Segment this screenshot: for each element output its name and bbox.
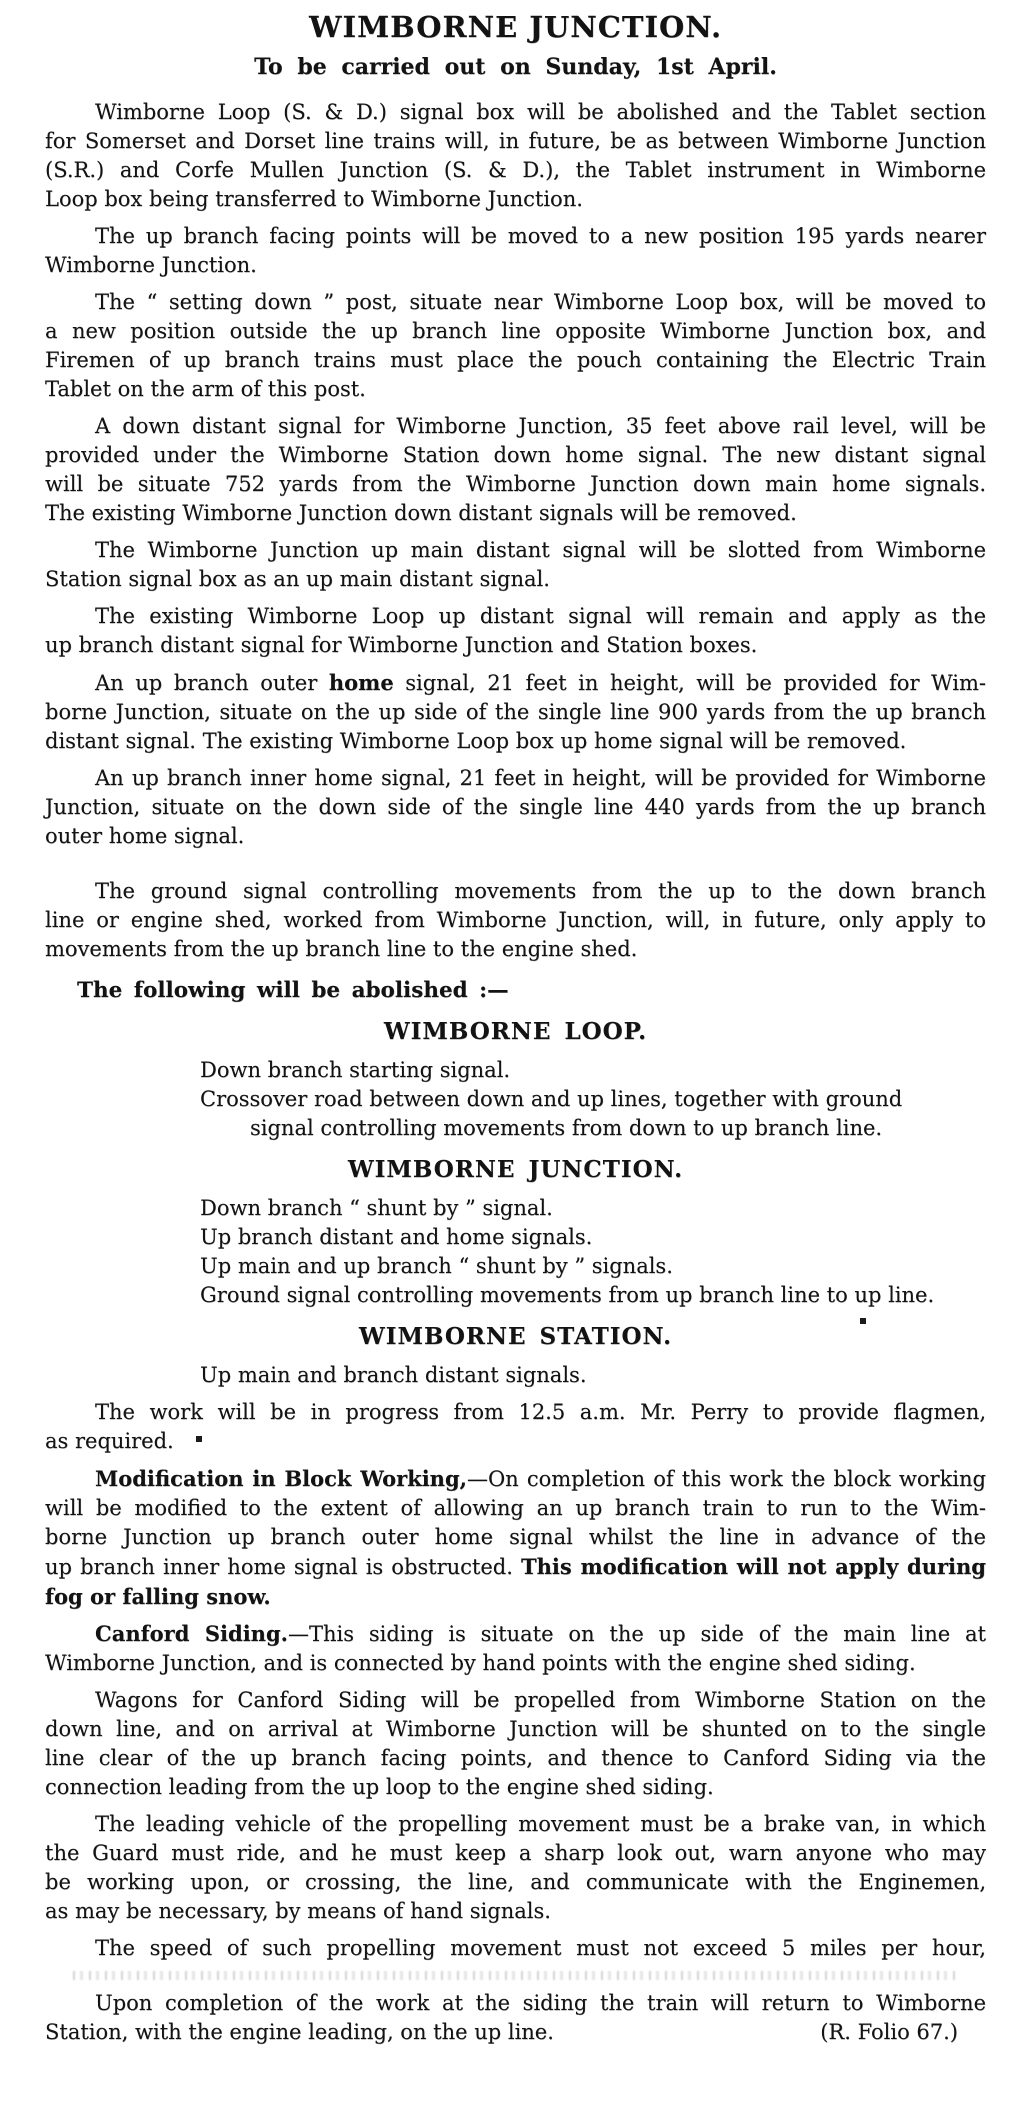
list-item: Down branch “ shunt by ” signal. <box>200 1196 553 1220</box>
text-line: Junction, situate on the down side of the single line 440 yards from the up branch <box>45 795 986 819</box>
text-line: the Guard must ride, and he must keep a sharp look out, warn anyone who may <box>45 1841 986 1865</box>
text-line: The “ setting down ” post, situate near Wimborne Loop box, will be moved to <box>95 290 986 314</box>
text-line: Station signal box as an up main distant signal. <box>45 567 550 591</box>
text-segment-bold: home <box>328 670 394 695</box>
text-line: line clear of the up branch facing points, and thence to Canford Siding via the <box>45 1746 986 1770</box>
paragraph-inner-home-signal <box>45 764 986 851</box>
text-line: borne Junction, situate on the up side of the single line 900 yards from the up branch <box>45 700 986 724</box>
text-line: borne Junction up branch outer home signal whilst the line in advance of the <box>45 1525 986 1549</box>
abolish-intro-line: The following will be abolished :— <box>77 978 509 1003</box>
text-segment: —On completion of this work the block working <box>466 1467 986 1491</box>
abolished-list-wimborne-station <box>45 1361 986 1390</box>
paragraph-up-main-distant <box>45 536 986 594</box>
text-segment-bold: Canford Siding. <box>95 1621 288 1646</box>
text-line: be working upon, or crossing, the line, and communicate with the Enginemen, <box>45 1870 986 1894</box>
text-line: line or engine shed, worked from Wimborne Junction, will, in future, only apply to <box>45 908 986 932</box>
text-line: A down distant signal for Wimborne Junction, 35 feet above rail level, will be <box>95 414 986 438</box>
text-line: a new position outside the up branch line opposite Wimborne Junction box, and <box>45 319 986 343</box>
text-segment: signal, 21 feet in height, will be provided for Wim- <box>393 671 986 695</box>
abolished-list-wimborne-loop <box>45 1056 986 1143</box>
text-line: Tablet on the arm of this post. <box>45 377 366 401</box>
text-line: Wimborne Junction, and is connected by hand points with the engine shed siding. <box>45 1651 916 1675</box>
text-line: The ground signal controlling movements from the up to the down branch <box>95 879 986 903</box>
text-segment: Station, with the engine leading, on the up line. <box>45 2020 554 2044</box>
text-line: Wimborne Junction. <box>45 253 257 277</box>
ink-speck <box>860 1318 866 1324</box>
folio-reference: (R. Folio 67.) <box>820 2020 958 2044</box>
text-line: Upon completion of the work at the siding the train will return to Wimborne <box>95 1991 986 2015</box>
text-line <box>45 2018 986 2047</box>
paragraph-existing-loop-distant <box>45 602 986 660</box>
paragraph-wagons-canford <box>45 1686 986 1802</box>
list-item: Crossover road between down and up lines, together with ground <box>200 1087 903 1111</box>
text-line: will be situate 752 yards from the Wimborne Junction down main home signals. <box>45 472 986 496</box>
paragraph-facing-points <box>45 222 986 280</box>
text-line: (S.R.) and Corfe Mullen Junction (S. & D.), the Tablet instrument in Wimborne <box>45 158 986 182</box>
text-line <box>45 1427 986 1456</box>
text-line: The up branch facing points will be moved to a new position 195 yards nearer <box>95 224 986 248</box>
paragraph-ground-signal <box>45 877 986 964</box>
text-segment: up branch inner home signal is obstructed. <box>45 1555 522 1579</box>
paragraph-setting-down-post <box>45 288 986 404</box>
text-line: Loop box being transferred to Wimborne Junction. <box>45 187 583 211</box>
text-line: as may be necessary, by means of hand signals. <box>45 1899 551 1923</box>
text-line: connection leading from the up loop to the engine shed siding. <box>45 1775 714 1799</box>
text-line: up branch distant signal for Wimborne Junction and Station boxes. <box>45 633 758 657</box>
paragraph-work-in-progress <box>45 1398 986 1456</box>
text-segment: —This siding is situate on the up side of the main line at <box>287 1622 986 1646</box>
text-segment-bold: This modification will not apply during <box>521 1554 986 1579</box>
paragraph-outer-home-signal <box>45 668 986 756</box>
paragraph-speed-limit <box>45 1934 986 1963</box>
text-line: movements from the up branch line to the engine shed. <box>45 937 638 961</box>
text-line: The Wimborne Junction up main distant signal will be slotted from Wimborne <box>95 538 986 562</box>
section-heading-wimborne-junction: WIMBORNE JUNCTION. <box>347 1156 684 1183</box>
section-heading-wimborne-station: WIMBORNE STATION. <box>358 1323 673 1350</box>
text-line: The existing Wimborne Junction down distant signals will be removed. <box>45 501 797 525</box>
page-title: WIMBORNE JUNCTION. <box>308 10 723 44</box>
text-line: Firemen of up branch trains must place the pouch containing the Electric Train <box>45 348 986 372</box>
text-line: outer home signal. <box>45 824 245 848</box>
paragraph-completion-return <box>45 1989 986 2047</box>
text-line-bold: fog or falling snow. <box>45 1584 271 1609</box>
text-line: distant signal. The existing Wimborne Loop box up home signal will be removed. <box>45 729 907 753</box>
text-line: The work will be in progress from 12.5 a.m. Mr. Perry to provide flagmen, <box>95 1400 986 1424</box>
text-line: for Somerset and Dorset line trains will, in future, be as between Wimborne Junction <box>45 129 986 153</box>
text-line <box>45 1552 986 1582</box>
section-heading-wimborne-loop: WIMBORNE LOOP. <box>383 1018 648 1045</box>
ink-speck <box>196 1436 202 1442</box>
paragraph-tablet-section <box>45 98 986 214</box>
text-line: provided under the Wimborne Station down home signal. The new distant signal <box>45 443 986 467</box>
text-line: The existing Wimborne Loop up distant signal will remain and apply as the <box>95 604 986 628</box>
list-item: Up main and up branch “ shunt by ” signals. <box>200 1254 673 1278</box>
text-line: Wagons for Canford Siding will be propelled from Wimborne Station on the <box>95 1688 986 1712</box>
text-line: down line, and on arrival at Wimborne Junction will be shunted on to the single <box>45 1717 986 1741</box>
scan-artifact-cut-line <box>73 1971 958 1980</box>
text-segment: An up branch outer <box>95 671 329 695</box>
paragraph-down-distant-signal <box>45 412 986 528</box>
page-subtitle: To be carried out on Sunday, 1st April. <box>254 54 777 80</box>
text-line <box>45 1464 986 1494</box>
text-line: Wimborne Loop (S. & D.) signal box will be abolished and the Tablet section <box>95 100 986 124</box>
paragraph-modification-block-working <box>45 1464 986 1611</box>
text-line <box>45 1619 986 1649</box>
text-line: will be modified to the extent of allowing an up branch train to run to the Wim- <box>45 1496 986 1520</box>
text-segment: as required. <box>45 1429 174 1453</box>
list-item: Up main and branch distant signals. <box>200 1363 587 1387</box>
document-page <box>45 0 986 2047</box>
paragraph-brake-van <box>45 1810 986 1926</box>
text-line: The leading vehicle of the propelling movement must be a brake van, in which <box>95 1812 986 1836</box>
text-line <box>45 668 986 698</box>
list-item: Ground signal controlling movements from up branch line to up line. <box>200 1283 935 1307</box>
list-item-continuation: signal controlling movements from down to up branch line. <box>250 1116 883 1140</box>
list-item: Up branch distant and home signals. <box>200 1225 593 1249</box>
text-segment-bold: Modification in Block Working, <box>95 1466 467 1491</box>
list-item: Down branch starting signal. <box>200 1058 511 1082</box>
paragraph-canford-siding <box>45 1619 986 1678</box>
text-line: An up branch inner home signal, 21 feet in height, will be provided for Wimborne <box>95 766 986 790</box>
text-line: The speed of such propelling movement must not exceed 5 miles per hour, <box>95 1936 986 1960</box>
abolished-list-wimborne-junction <box>45 1194 986 1310</box>
